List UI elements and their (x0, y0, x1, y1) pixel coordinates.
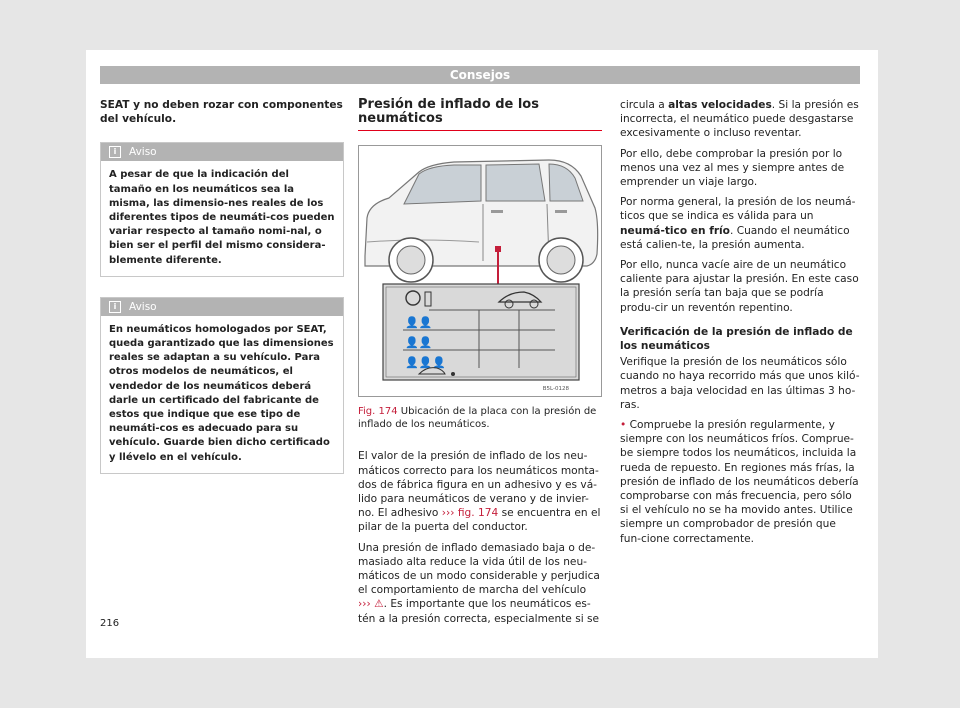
bold-text: altas velocidades (668, 99, 772, 111)
bullet-item (620, 418, 860, 546)
text: se encuentra en el pilar de la puerta del conductor. (358, 507, 601, 534)
paragraph: Verifique la presión de los neumáticos sólo cuando no haya recorrido más que unos kiló-metros a baja velocidad en las últimas 3 ho-ras. (620, 356, 860, 411)
section-title: Presión de inflado de los neumáticos (358, 98, 602, 131)
paragraph (620, 98, 860, 141)
notice-title: Aviso (129, 146, 157, 159)
notice-header (101, 143, 343, 161)
svg-text:👤👤👤: 👤👤👤 (405, 356, 447, 370)
warning-link[interactable]: ››› (358, 598, 371, 611)
bold-text: neumá-tico en frío (620, 224, 730, 237)
text: Una presión de inflado demasiado baja o de-masiado alta reduce la vida útil de los neu-máticos de un modo considerable y perjudica el comportamiento de marcha del vehículo (358, 541, 600, 597)
subheading: Verificación de la presión de inflado de los neumáticos (620, 325, 853, 353)
text: . Es importante que los neumáticos es-tén a la presión correcta, especialmente si se (358, 598, 600, 625)
notice-box-2 (100, 297, 344, 474)
car-label-illustration (359, 146, 601, 396)
paragraph: Por ello, debe comprobar la presión por lo menos una vez al mes y siempre antes de emprender un viaje largo. (620, 147, 845, 189)
paragraph (620, 195, 860, 252)
text: Compruebe la presión regularmente, y siempre con los neumáticos fríos. Comprue-be siempre todos los neumáticos, incluida la rueda de repuesto. En regiones más frías, la presión de inflado de los neumáticos debería comprobarse con más frecuencia, pero sólo si el vehículo no se ha movido antes. Utilice siempre un comprobador de presión que fun-cione correctamente. (620, 419, 859, 545)
paragraph: Por ello, nunca vacíe aire de un neumático caliente para ajustar la presión. En este caso la presión sería tan baja que se podría produ-cir un reventón repentino. (620, 259, 859, 314)
column-1 (100, 98, 344, 474)
figure-link[interactable]: ››› fig. 174 (441, 507, 499, 520)
text: . Si la presión es incorrecta, el neumático puede desgastarse excesivamente o incluso reventar. (620, 99, 859, 140)
intro-text: SEAT y no deben rozar con componentes del vehículo. (100, 99, 343, 126)
notice-title: Aviso (129, 300, 157, 313)
info-icon: i (109, 301, 121, 313)
figure-caption-text: Ubicación de la placa con la presión de inflado de los neumáticos. (358, 406, 597, 431)
bullet-icon: • (620, 419, 627, 432)
text: Por norma general, la presión de los neumá-ticos que se indica es válida para un (620, 196, 856, 223)
notice-header (101, 298, 343, 316)
figure-caption (358, 405, 602, 431)
text: . Cuando el neumático está calien-te, la presión aumenta. (620, 224, 850, 251)
page-number: 216 (100, 618, 120, 629)
svg-text:👤👤: 👤👤 (405, 336, 433, 350)
paragraph (358, 541, 602, 626)
notice-box-1 (100, 142, 344, 276)
column-3 (620, 98, 860, 552)
figure-tire-pressure-label (358, 145, 602, 397)
notice-body: A pesar de que la indicación del tamaño en los neumáticos sea la misma, las dimensio-nes reales de los diferentes tipos de neumáti-cos pueden variar respecto al tamaño nomi-nal, o bien ser el perfil del mismo considera-blemente diferente. (109, 169, 335, 266)
column-2 (358, 98, 602, 632)
text: circula a (620, 99, 669, 111)
text: El valor de la presión de inflado de los neu-máticos correcto para los neumáticos monta-dos de fábrica figura en un adhesivo y es vá-lido para neumáticos de verano y de invier-no. El adhesivo (358, 450, 599, 520)
notice-body: En neumáticos homologados por SEAT, queda garantizado que las dimensiones reales se adaptan a su vehículo. Para otros modelos de neumáticos, el vendedor de los neumáticos deberá darle un certificado del fabricante de estos que indique que ese tipo de neumáti-cos es adecuado para su vehículo. Guarde bien dicho certificado y llévelo en el vehículo. (109, 323, 334, 463)
figure-label: Fig. 174 (358, 406, 398, 418)
paragraph (358, 449, 602, 534)
info-icon: i (109, 146, 121, 158)
figure-code: B5L-0128 (542, 386, 569, 393)
warning-icon: ⚠ (374, 598, 384, 611)
svg-text:👤👤: 👤👤 (405, 316, 433, 330)
chapter-header: Consejos (100, 66, 860, 84)
